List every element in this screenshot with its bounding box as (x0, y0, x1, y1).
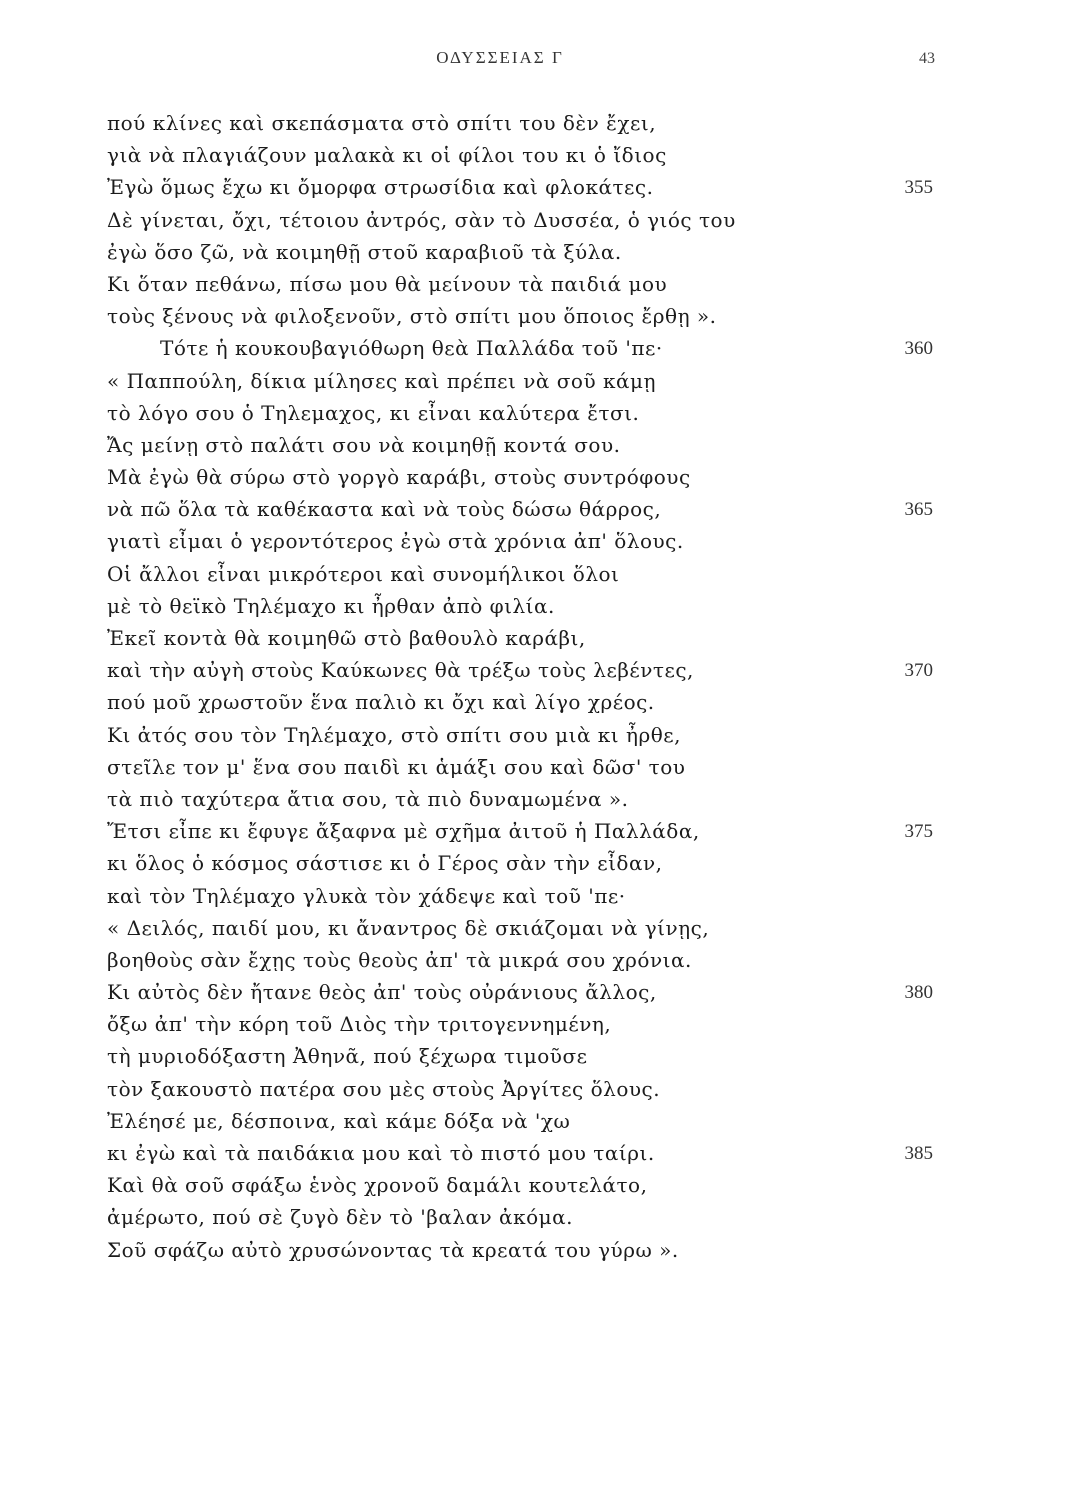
line-number: 380 (904, 982, 933, 1004)
verse-text: βοηθοὺς σὰν ἔχῃς τοὺς θεοὺς ἀπ' τὰ μικρά σου χρόνια. (107, 947, 692, 972)
verse-line (0, 1105, 1075, 1137)
verse-line (0, 397, 1075, 429)
verse-line (0, 558, 1075, 590)
verse-line (0, 525, 1075, 557)
verse-line (0, 204, 1075, 236)
verse-text: τὰ πιὸ ταχύτερα ἄτια σου, τὰ πιὸ δυναμωμένα ». (107, 786, 629, 811)
page-number: 43 (919, 50, 935, 67)
verse-line (0, 171, 1075, 203)
verse-text: ἀμέρωτο, πού σὲ ζυγὸ δὲν τὸ 'βαλαν ἀκόμα. (107, 1205, 573, 1230)
verse-text: Ἐγὼ ὅμως ἔχω κι ὄμορφα στρωσίδια καὶ φλοκάτες. (107, 175, 654, 200)
verse-line (0, 1008, 1075, 1040)
verse-line (0, 622, 1075, 654)
verse-line (0, 912, 1075, 944)
verse-text: κι ὅλος ὁ κόσμος σάστισε κι ὁ Γέρος σὰν τὴν εἶδαν, (107, 851, 663, 876)
verse-text: Οἱ ἄλλοι εἶναι μικρότεροι καὶ συνομήλικοι ὅλοι (107, 561, 620, 586)
verse-text: γιατὶ εἶμαι ὁ γεροντότερος ἐγὼ στὰ χρόνια ἀπ' ὅλους. (107, 529, 684, 554)
verse-line (0, 719, 1075, 751)
verse-text: τὸν ξακουστὸ πατέρα σου μὲς στοὺς Ἀργίτες ὅλους. (107, 1076, 661, 1101)
verse-line (0, 1040, 1075, 1072)
verse-line (0, 332, 1075, 364)
line-number: 385 (904, 1143, 933, 1164)
verse-line (0, 1137, 1075, 1169)
verse-text: Κι ὅταν πεθάνω, πίσω μου θὰ μείνουν τὰ παιδιά μου (107, 271, 668, 296)
verse-text: πού κλίνες καὶ σκεπάσματα στὸ σπίτι του δὲν ἔχει, (107, 111, 657, 135)
verse-text: Σοῦ σφάζω αὐτὸ χρυσώνοντας τὰ κρεατά του γύρω ». (107, 1237, 679, 1262)
verse-line (0, 590, 1075, 622)
verse-text: Ἐλέησέ με, δέσποινα, καὶ κάμε δόξα νὰ 'χω (107, 1108, 571, 1133)
verse-line (0, 783, 1075, 815)
verse-line (0, 300, 1075, 332)
verse-line (0, 751, 1075, 783)
verse-text: Δὲ γίνεται, ὄχι, τέτοιου ἀντρός, σὰν τὸ Δυσσέα, ὁ γιός του (107, 207, 736, 232)
verse-line (0, 880, 1075, 912)
poem-body (0, 107, 1075, 1266)
verse-text: Τότε ἡ κουκουβαγιόθωρη θεὰ Παλλάδα τοῦ 'πε· (160, 336, 663, 361)
verse-text: Καὶ θὰ σοῦ σφάξω ἑνὸς χρονοῦ δαμάλι κουτελάτο, (107, 1173, 648, 1198)
verse-line (0, 493, 1075, 525)
verse-line (0, 815, 1075, 847)
verse-text: πού μοῦ χρωστοῦν ἕνα παλιὸ κι ὄχι καὶ λίγο χρέος. (107, 690, 655, 715)
verse-text: Ἄς μείνῃ στὸ παλάτι σου νὰ κοιμηθῇ κοντά σου. (107, 432, 621, 457)
verse-text: καὶ τὸν Τηλέμαχο γλυκὰ τὸν χάδεψε καὶ τοῦ 'πε· (107, 883, 626, 908)
verse-line (0, 365, 1075, 397)
line-number: 355 (904, 177, 933, 199)
verse-text: Μὰ ἐγὼ θὰ σύρω στὸ γοργὸ καράβι, στοὺς συντρόφους (107, 465, 691, 490)
verse-text: « Δειλός, παιδί μου, κι ἄναντρος δὲ σκιάζομαι νὰ γίνῃς, (107, 915, 710, 940)
verse-text: νὰ πῶ ὅλα τὰ καθέκαστα καὶ νὰ τοὺς δώσω θάρρος, (107, 497, 662, 522)
verse-line (0, 139, 1075, 171)
verse-text: Ἐκεῖ κοντὰ θὰ κοιμηθῶ στὸ βαθουλὸ καράβι, (107, 626, 586, 650)
verse-text: ἐγὼ ὅσο ζῶ, νὰ κοιμηθῇ στοῦ καραβιοῦ τὰ ξύλα. (107, 239, 622, 264)
verse-line (0, 976, 1075, 1008)
line-number: 365 (904, 499, 933, 521)
running-title: ΟΔΥΣΣΕΙΑΣ Γ (436, 48, 564, 67)
verse-text: Κι ἀτός σου τὸν Τηλέμαχο, στὸ σπίτι σου μιὰ κι ἦρθε, (107, 722, 682, 747)
verse-line (0, 1169, 1075, 1201)
verse-line (0, 268, 1075, 300)
verse-text: στεῖλε τον μ' ἕνα σου παιδὶ κι ἁμάξι σου καὶ δῶσ' του (107, 754, 686, 779)
line-number: 370 (904, 660, 933, 682)
verse-line (0, 944, 1075, 976)
verse-line (0, 461, 1075, 493)
verse-line (0, 1073, 1075, 1105)
verse-text: « Παππούλη, δίκια μίλησες καὶ πρέπει νὰ σοῦ κάμῃ (107, 368, 656, 393)
line-number: 360 (904, 338, 933, 360)
verse-line (0, 847, 1075, 879)
verse-line (0, 429, 1075, 461)
verse-text: κι ἐγὼ καὶ τὰ παιδάκια μου καὶ τὸ πιστό μου ταίρι. (107, 1141, 655, 1165)
verse-text: τοὺς ξένους νὰ φιλοξενοῦν, στὸ σπίτι μου ὅποιος ἔρθῃ ». (107, 304, 717, 329)
verse-line (0, 107, 1075, 139)
verse-text: ὄξω ἀπ' τὴν κόρη τοῦ Διὸς τὴν τριτογεννημένη, (107, 1012, 612, 1037)
running-head (0, 48, 1075, 78)
verse-text: μὲ τὸ θεϊκὸ Τηλέμαχο κι ἦρθαν ἀπὸ φιλία. (107, 593, 555, 618)
verse-text: τὸ λόγο σου ὁ Τηλεμαχος, κι εἶναι καλύτερα ἔτσι. (107, 400, 640, 425)
verse-text: γιὰ νὰ πλαγιάζουν μαλακὰ κι οἱ φίλοι του κι ὁ ἴδιος (107, 143, 667, 168)
verse-text: Ἔτσι εἶπε κι ἔφυγε ἄξαφνα μὲ σχῆμα ἀιτοῦ ἡ Παλλάδα, (107, 819, 700, 844)
verse-line (0, 686, 1075, 718)
verse-text: τὴ μυριοδόξαστη Ἀθηνᾶ, πού ξέχωρα τιμοῦσε (107, 1044, 588, 1069)
verse-line (0, 654, 1075, 686)
verse-line (0, 1234, 1075, 1266)
verse-line (0, 236, 1075, 268)
verse-text: καὶ τὴν αὐγὴ στοὺς Καύκωνες θὰ τρέξω τοὺς λεβέντες, (107, 658, 694, 683)
line-number: 375 (904, 821, 933, 843)
verse-line (0, 1201, 1075, 1233)
verse-text: Κι αὐτὸς δὲν ἤτανε θεὸς ἀπ' τοὺς οὐράνιους ἄλλος, (107, 980, 657, 1005)
